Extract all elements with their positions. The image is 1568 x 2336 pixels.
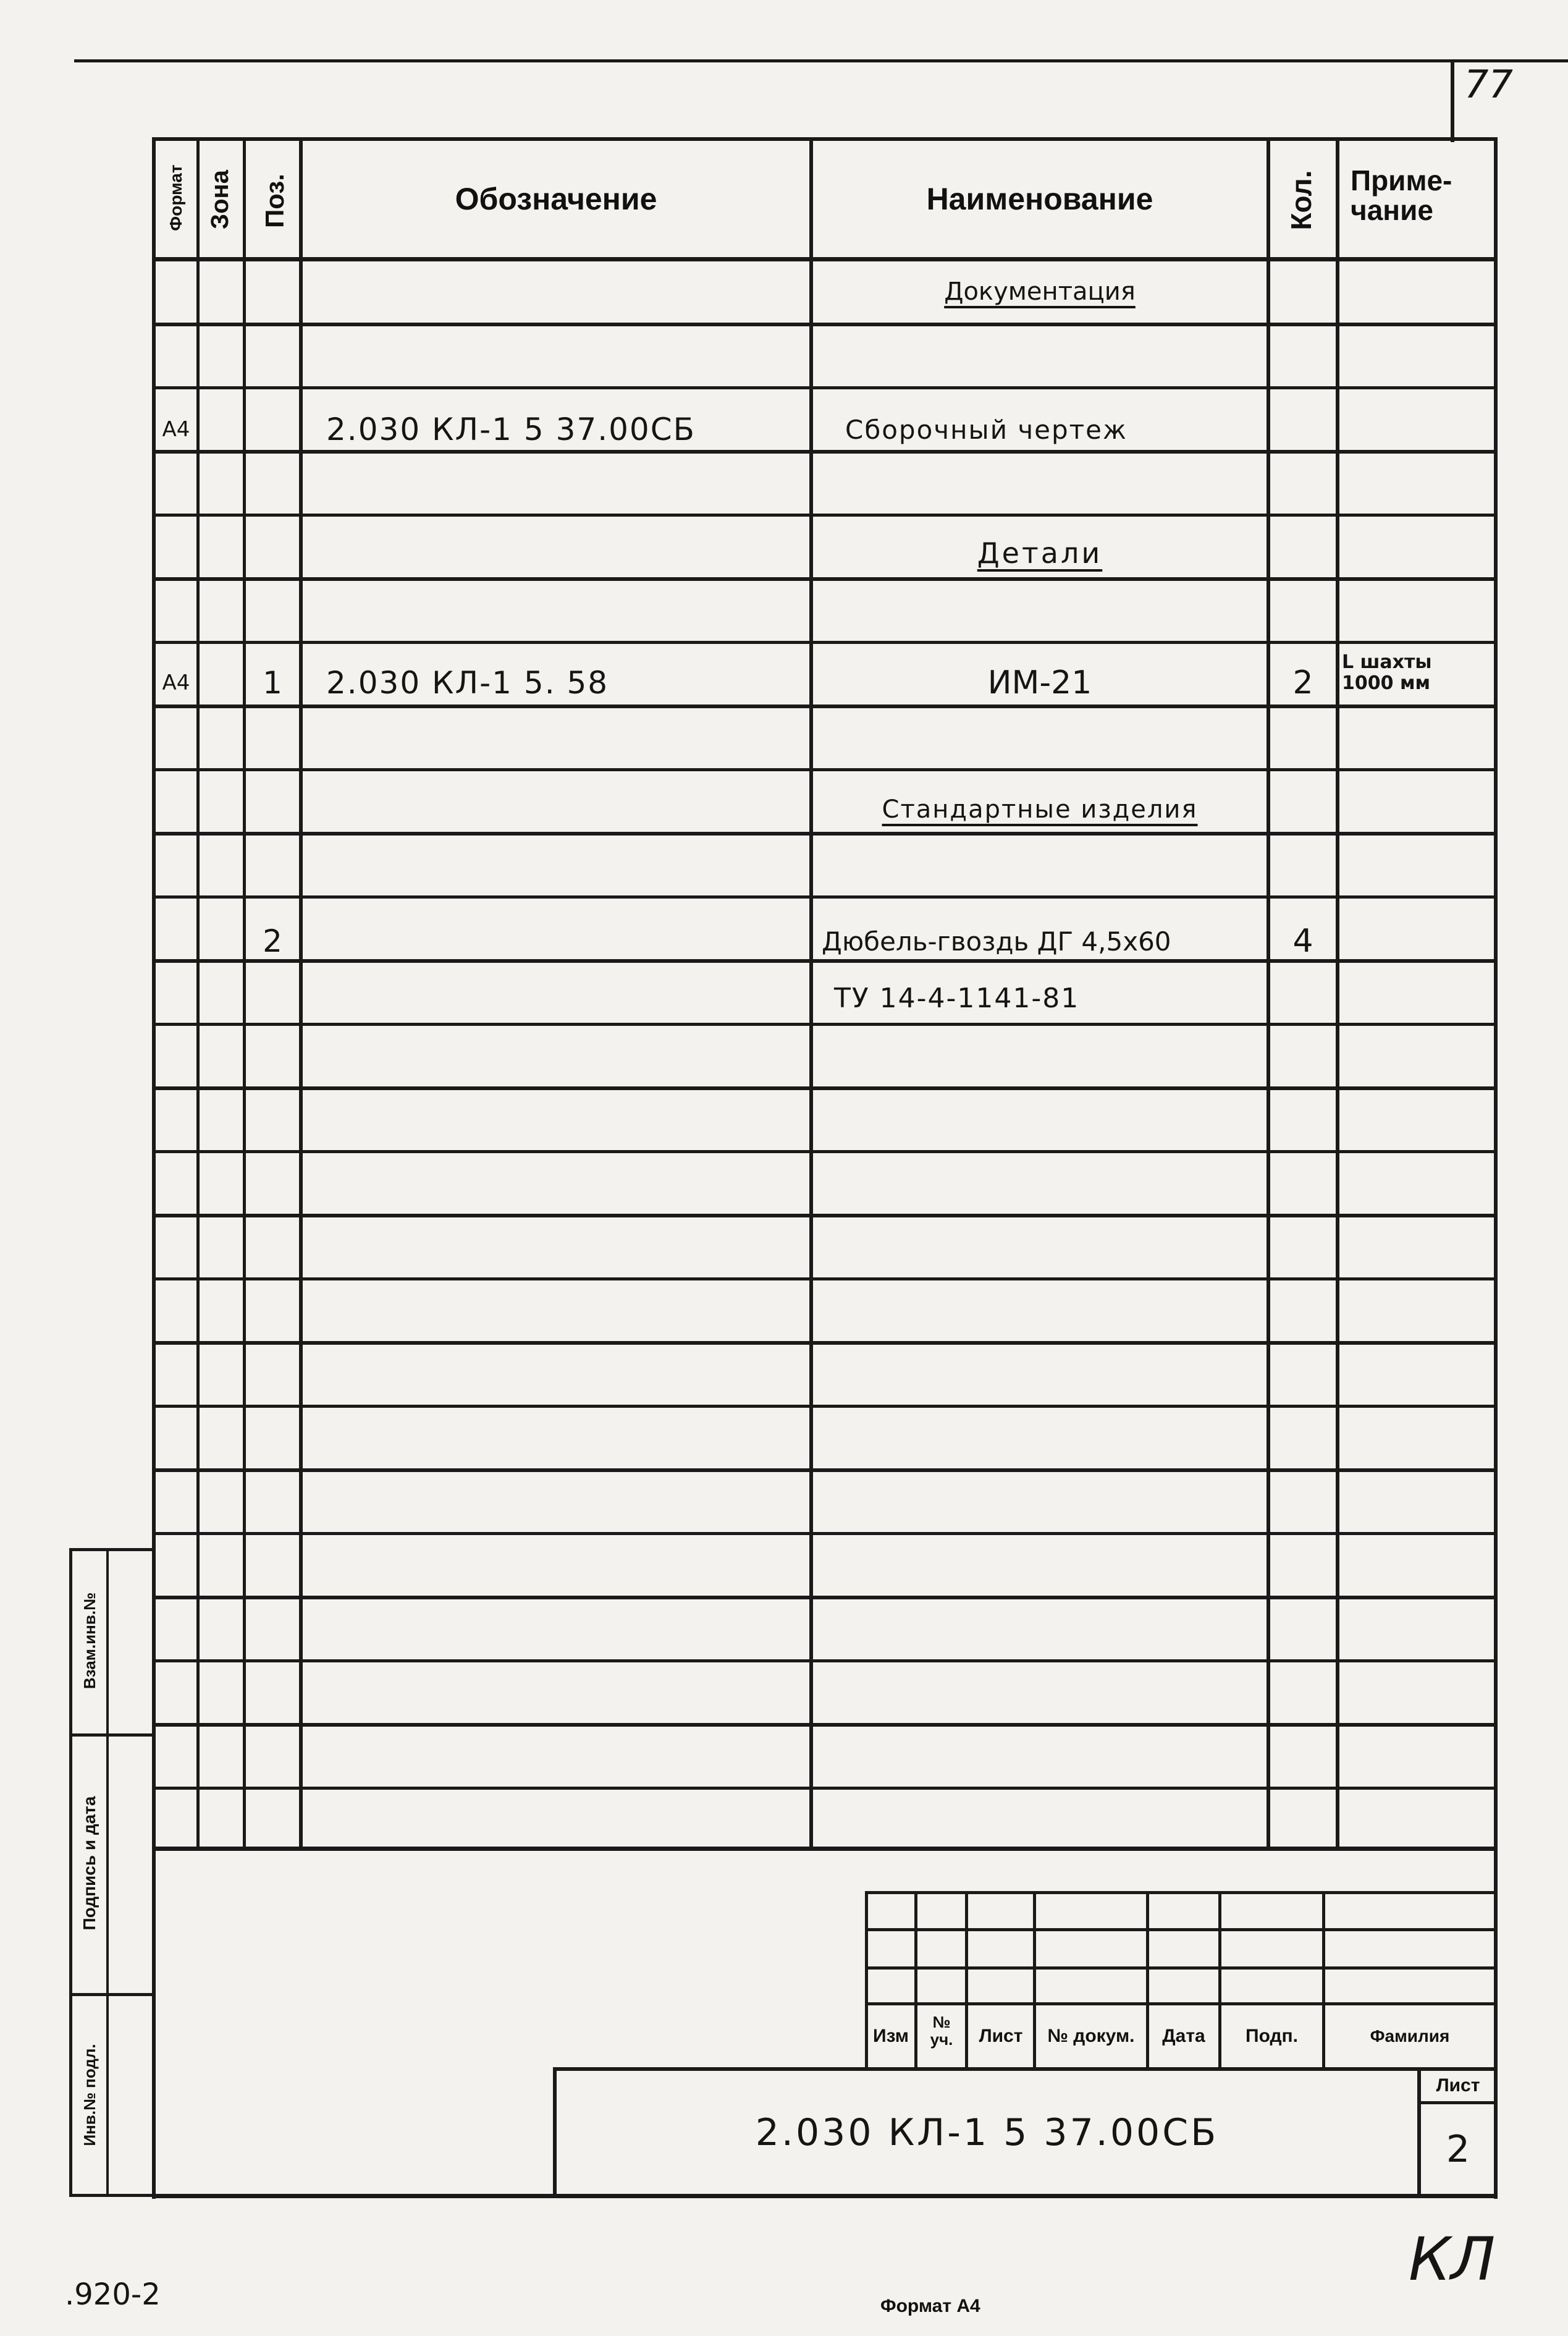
- row-line: [152, 1214, 1498, 1217]
- tb-sheet-label: Лист: [1436, 2075, 1480, 2096]
- row-line: [152, 768, 1498, 771]
- header-designation: Обозначение: [455, 182, 657, 216]
- row-line: [152, 1277, 1498, 1280]
- tb-n-uch-line1: №: [932, 2013, 951, 2031]
- tb-data: Дата: [1162, 2026, 1205, 2046]
- side-stamp-inv-replace: Взам.инв.№: [80, 1592, 99, 1690]
- footer-format-label: Формат А4: [880, 2296, 980, 2316]
- section-standard-items: Стандартные изделия: [882, 795, 1198, 824]
- header-pos: Поз.: [260, 174, 289, 228]
- header-zone: Зона: [206, 170, 234, 229]
- row-line: [152, 1150, 1498, 1153]
- row-line: [152, 1659, 1498, 1662]
- std-pos: 2: [263, 923, 282, 959]
- row-line: [152, 386, 1498, 389]
- header-note-line2: чание: [1351, 194, 1433, 226]
- section-details: Детали: [977, 536, 1103, 570]
- tb-n-uch: [917, 2013, 966, 2048]
- header-name: Наименование: [926, 182, 1153, 216]
- row-line: [152, 514, 1498, 517]
- detail-note: [1342, 652, 1494, 694]
- detail-pos: 1: [263, 665, 282, 701]
- detail-qty: 2: [1292, 664, 1313, 701]
- tb-list: Лист: [979, 2026, 1023, 2046]
- row-line: [152, 1787, 1498, 1790]
- detail-name: ИМ-21: [987, 664, 1092, 701]
- row-line: [152, 895, 1498, 899]
- header-note: [1351, 166, 1493, 225]
- tb-n-uch-line2: уч.: [930, 2030, 953, 2049]
- header-format: Формат: [166, 164, 185, 231]
- tb-designation: 2.030 КЛ-1 5 37.00СБ: [755, 2111, 1219, 2154]
- page-number: 77: [1464, 62, 1513, 107]
- section-documentation: Документация: [944, 277, 1136, 306]
- row-line: [152, 1341, 1498, 1345]
- detail-format: A4: [162, 671, 190, 695]
- row-line: [152, 1023, 1498, 1026]
- detail-note-line1: L шахты: [1342, 651, 1432, 673]
- header-note-line1: Приме-: [1351, 164, 1452, 197]
- side-stamp-inv-orig: Инв.№ подл.: [80, 2044, 99, 2146]
- tb-familia: Фамилия: [1370, 2026, 1450, 2046]
- detail-designation: 2.030 КЛ-1 5. 58: [326, 665, 609, 701]
- detail-note-line2: 1000 мм: [1342, 672, 1430, 694]
- doc-designation: 2.030 КЛ-1 5 37.00СБ: [326, 412, 696, 447]
- row-line: [152, 1086, 1498, 1090]
- row-line: [152, 323, 1498, 326]
- tb-n-dokum: № докум.: [1047, 2026, 1135, 2046]
- tb-izm: Изм: [873, 2026, 909, 2046]
- row-line: [152, 1723, 1498, 1727]
- row-line: [152, 1405, 1498, 1408]
- row-line: [152, 1532, 1498, 1535]
- std-name-line1: Дюбель-гвоздь ДГ 4,5х60: [822, 926, 1171, 957]
- side-stamp-sign-date: Подпись и дата: [80, 1796, 99, 1931]
- doc-name: Сборочный чертеж: [845, 414, 1128, 445]
- std-qty: 4: [1292, 923, 1313, 960]
- side-stamp-left-border: [69, 1548, 72, 2197]
- footer-left-code: .920-2: [65, 2277, 161, 2312]
- row-line: [152, 641, 1498, 644]
- header-qty: Кол.: [1285, 170, 1317, 231]
- std-name-line2: ТУ 14-4-1141-81: [834, 982, 1080, 1014]
- row-line: [152, 1596, 1498, 1599]
- tb-sheet-number: 2: [1446, 2127, 1470, 2171]
- doc-format: A4: [162, 417, 190, 442]
- tb-podp: Подп.: [1246, 2026, 1298, 2046]
- row-line: [152, 1468, 1498, 1472]
- footer-initials: КЛ: [1409, 2225, 1496, 2294]
